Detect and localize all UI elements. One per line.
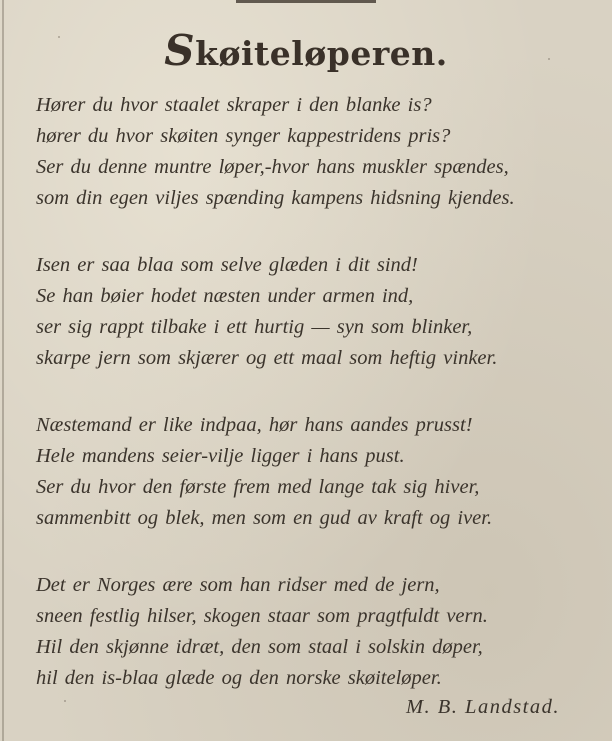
poem-line: Hil den skjønne idræt, den som staal i solskin døper, bbox=[36, 636, 483, 658]
stanza-1 bbox=[36, 90, 606, 214]
paper-speck bbox=[58, 36, 60, 38]
header-rule bbox=[236, 0, 376, 3]
poem-line: sneen festlig hilser, skogen staar som pragtfuldt vern. bbox=[36, 605, 488, 627]
poem-line: Det er Norges ære som han ridser med de jern, bbox=[36, 574, 440, 596]
title-rest: køiteløperen. bbox=[195, 34, 448, 73]
poem-line: ser sig rappt tilbake i ett hurtig — syn som blinker, bbox=[36, 316, 473, 338]
poem-line: Se han bøier hodet næsten under armen ind, bbox=[36, 285, 414, 307]
paper-speck bbox=[64, 700, 66, 702]
poem-line: Ser du hvor den første frem med lange tak sig hiver, bbox=[36, 476, 480, 498]
poem-body bbox=[36, 90, 606, 694]
column-rule bbox=[2, 0, 4, 741]
poem-line: hil den is-blaa glæde og den norske skøiteløper. bbox=[36, 667, 442, 689]
title-initial: S bbox=[164, 26, 196, 75]
poem-line: Næstemand er like indpaa, hør hans aandes prusst! bbox=[36, 414, 473, 436]
stanza-3 bbox=[36, 410, 606, 534]
author-signature: M. B. Landstad. bbox=[405, 696, 560, 718]
poem-line: Hele mandens seier-vilje ligger i hans pust. bbox=[36, 445, 405, 467]
poem-line: Hører du hvor staalet skraper i den blanke is? bbox=[36, 94, 432, 116]
poem-line: sammenbitt og blek, men som en gud av kraft og iver. bbox=[36, 507, 493, 529]
poem-title bbox=[0, 26, 612, 75]
poem-line: skarpe jern som skjærer og ett maal som heftig vinker. bbox=[36, 347, 498, 369]
poem-line: hører du hvor skøiten synger kappestridens pris? bbox=[36, 125, 451, 147]
poem-line: som din egen viljes spænding kampens hidsning kjendes. bbox=[36, 187, 515, 209]
poem-line: Isen er saa blaa som selve glæden i dit sind! bbox=[36, 254, 418, 276]
paper-speck bbox=[548, 58, 550, 60]
stanza-4 bbox=[36, 570, 606, 694]
poem-line: Ser du denne muntre løper,-hvor hans muskler spændes, bbox=[36, 156, 509, 178]
stanza-2 bbox=[36, 250, 606, 374]
